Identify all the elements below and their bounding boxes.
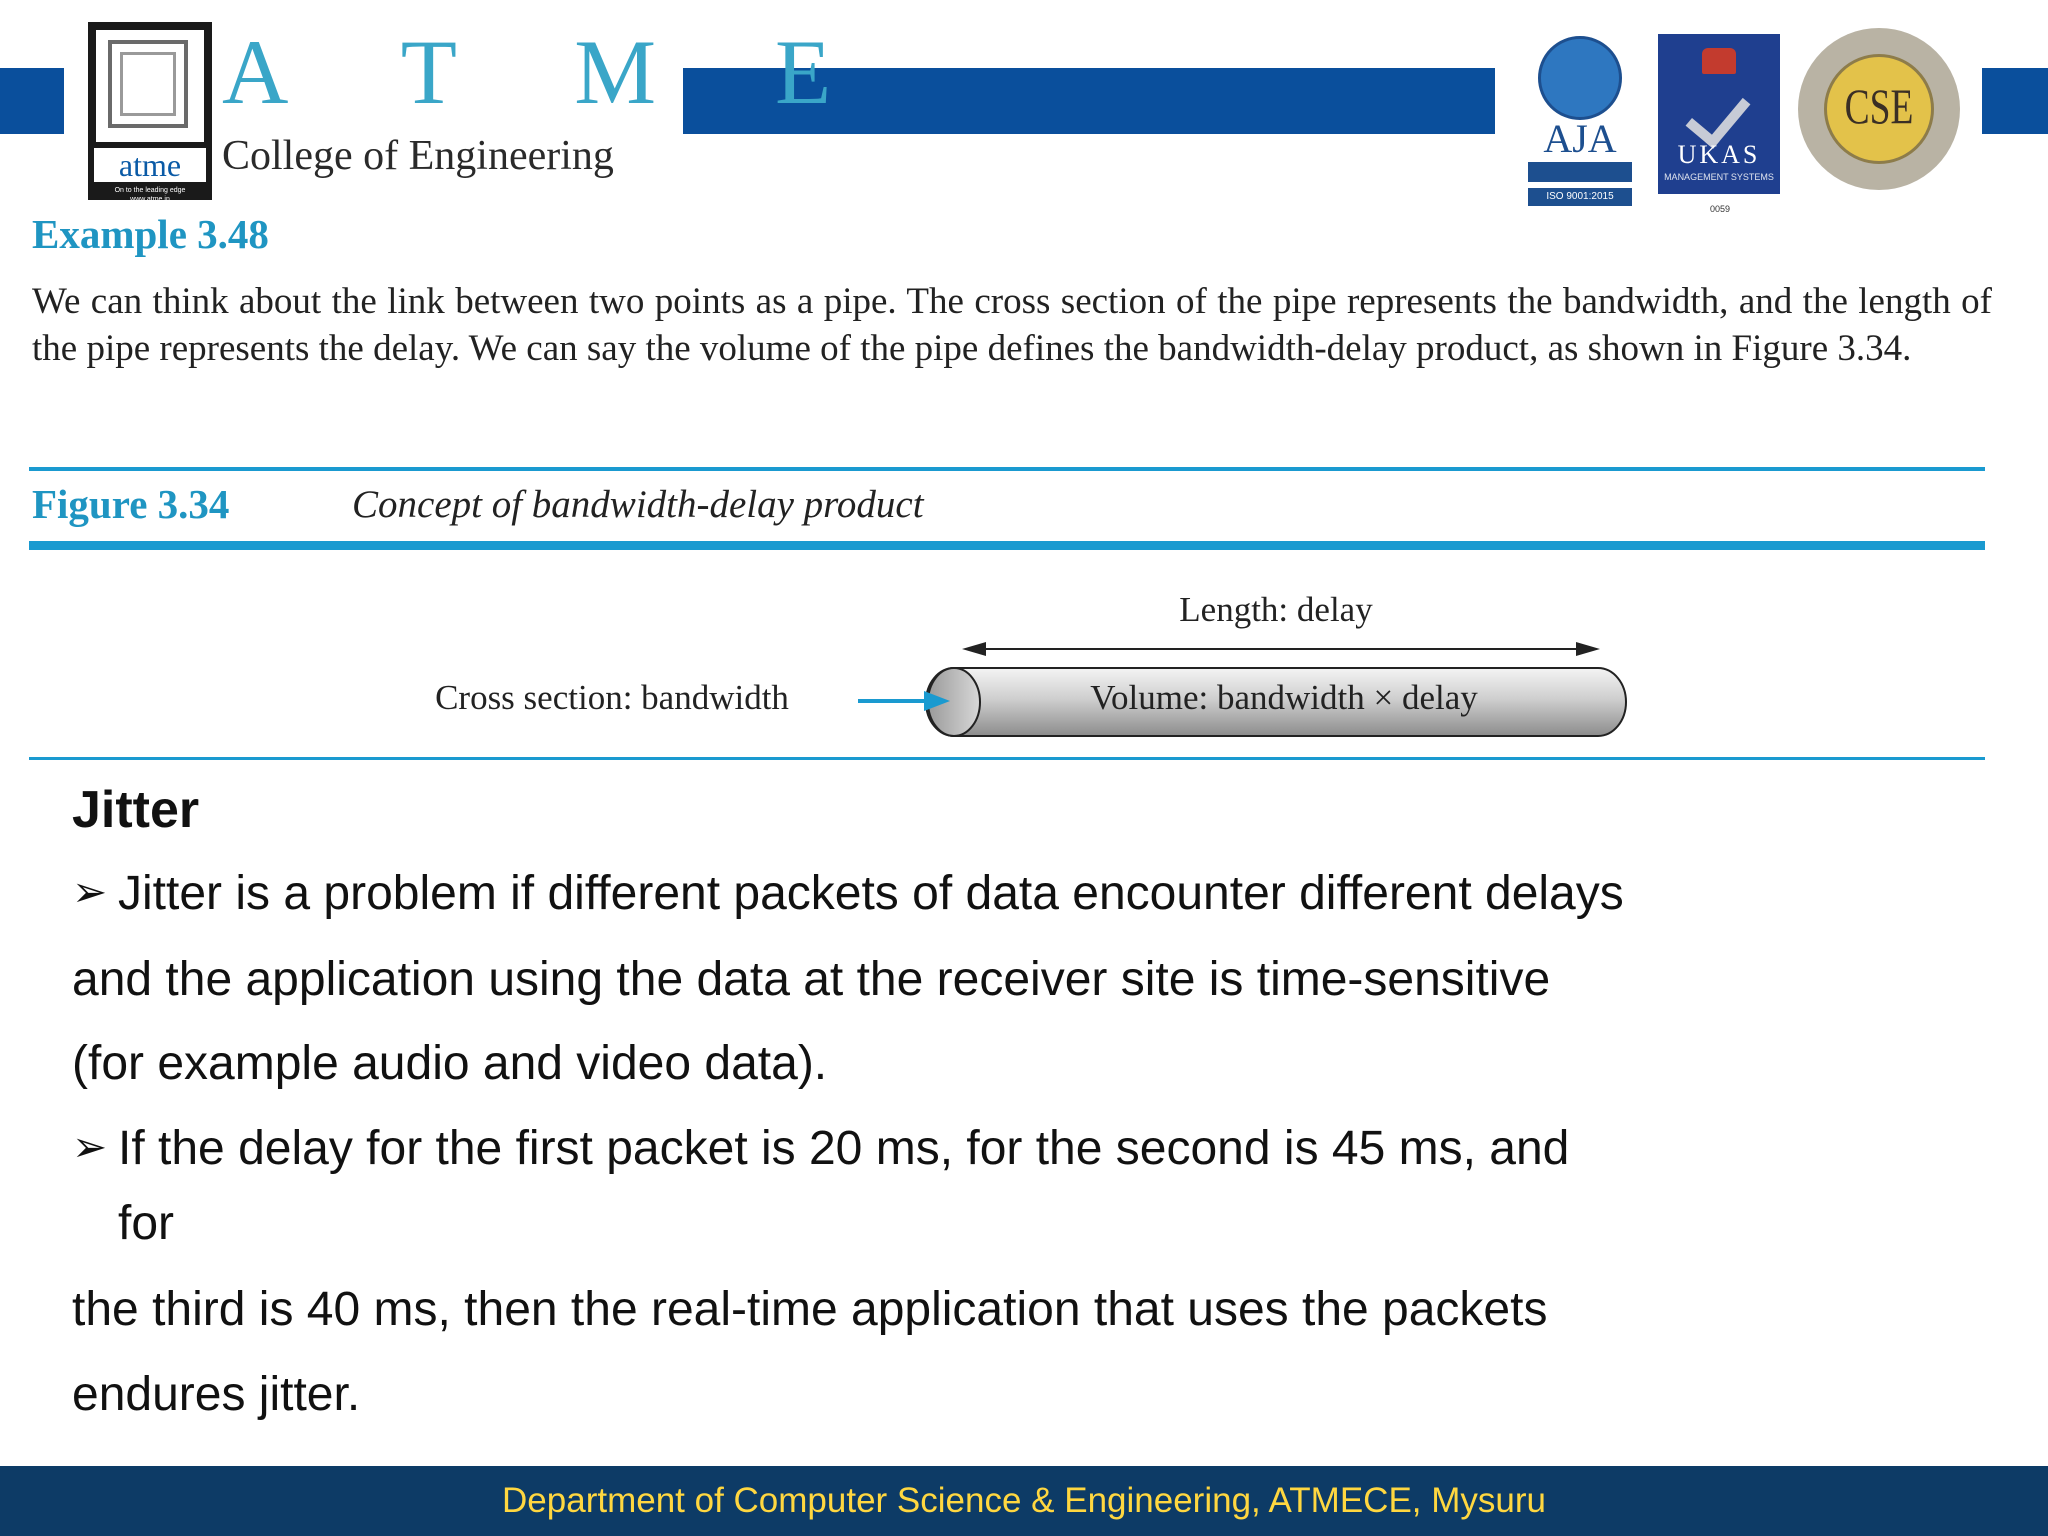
bandwidth-delay-pipe-diagram bbox=[0, 585, 2048, 765]
bullet2-line1: If the delay for the first packet is 20 ms, for the second is 45 ms, and bbox=[118, 1122, 1570, 1175]
bullet2-line4: endures jitter. bbox=[72, 1368, 361, 1421]
ukas-number: 0059 bbox=[1709, 204, 1731, 214]
bullet2-line3: the third is 40 ms, then the real-time application that uses the packets bbox=[72, 1283, 1548, 1336]
example-paragraph: We can think about the link between two points as a pipe. The cross section of the pipe represents the bandwidth, and the length of the pipe represents the delay. We can say the volume of the pipe defines the bandwidth-delay product, as shown in Figure 3.34. bbox=[32, 281, 1992, 369]
header-bar-right bbox=[1982, 68, 2048, 134]
length-arrow-head-left bbox=[962, 642, 986, 656]
example-title: Example 3.48 bbox=[32, 211, 269, 257]
figure-caption-rule bbox=[29, 541, 1985, 550]
crown-icon bbox=[1702, 48, 1736, 74]
cross-section-label: Cross section: bandwidth bbox=[435, 678, 789, 717]
bullet1-line1: Jitter is a problem if different packets of data encounter different delays bbox=[118, 867, 1624, 920]
bullet1-line2: and the application using the data at the receiver site is time-sensitive bbox=[72, 953, 1551, 1006]
checkmark-icon bbox=[1686, 81, 1751, 149]
jitter-heading: Jitter bbox=[72, 781, 200, 839]
length-arrow-head-right bbox=[1576, 642, 1600, 656]
college-subtitle: College of Engineering bbox=[222, 133, 614, 179]
footer-text: Department of Computer Science & Engineering, ATMECE, Mysuru bbox=[502, 1481, 1546, 1520]
bullet-arrow-icon: ➢ bbox=[72, 1123, 108, 1170]
length-label: Length: delay bbox=[1179, 590, 1373, 629]
cse-logo: CSE bbox=[1798, 28, 1960, 190]
volume-label: Volume: bandwidth × delay bbox=[1090, 678, 1478, 717]
atme-logo bbox=[88, 22, 212, 203]
logo-word: atme bbox=[94, 148, 206, 182]
bullet-arrow-icon: ➢ bbox=[72, 868, 108, 915]
ukas-logo: UKAS MANAGEMENT SYSTEMS bbox=[1658, 34, 1780, 194]
bullet1-line3: (for example audio and video data). bbox=[72, 1037, 828, 1090]
globe-icon bbox=[1538, 36, 1622, 120]
logo-tagline: On to the leading edge www.atme.in bbox=[114, 187, 186, 203]
aja-registrars-logo: AJA ISO 9001:2015 bbox=[1524, 32, 1636, 208]
college-title: A T M E bbox=[222, 21, 880, 123]
figure-number: Figure 3.34 bbox=[32, 481, 230, 527]
bullet2-line2: for bbox=[118, 1197, 175, 1250]
figure-top-rule bbox=[29, 467, 1985, 471]
header-bar-left bbox=[0, 68, 64, 134]
figure-bottom-rule bbox=[29, 757, 1985, 760]
figure-caption: Concept of bandwidth-delay product bbox=[352, 483, 924, 526]
